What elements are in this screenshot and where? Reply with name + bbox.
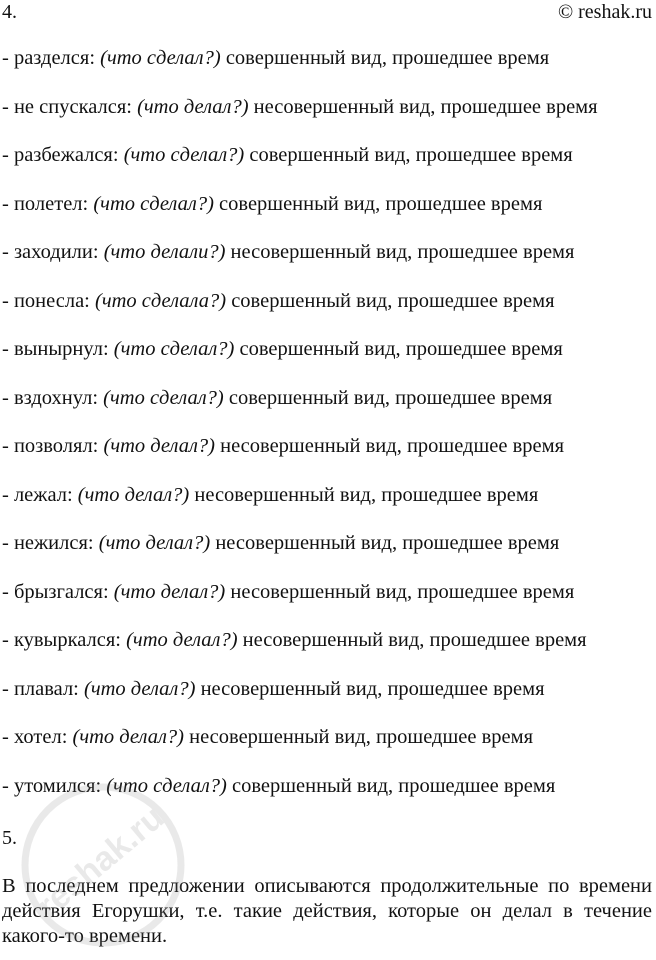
list-item-verb: кувыркался: [13,629,121,651]
list-item-verb: полетел: [13,192,89,215]
list-item-dash: - [2,629,14,651]
list-item [2,287,654,336]
list-item [2,481,654,530]
list-item-dash: - [2,435,14,457]
list-item-verb: лежал: [13,483,73,506]
list-item [2,141,654,190]
list-item-verb: нежился: [13,532,94,554]
list-item-description: несовершенный вид, прошедшее время [242,629,587,651]
list-item [2,384,654,433]
list-item-description: совершенный вид, прошедшее время [219,192,543,215]
list-item-description: несовершенный вид, прошедшее время [189,726,534,748]
list-item-description: совершенный вид, прошедшее время [249,144,573,166]
list-item-question: (что сделала?) [95,289,227,312]
list-item-description: совершенный вид, прошедшее время [231,774,556,797]
list-item-dash: - [2,241,14,263]
list-item-question: (что делал?) [98,532,211,554]
list-item [2,626,654,675]
section-number-4: 4. [2,1,17,23]
list-item-verb: не спускался: [13,95,132,118]
list-item-description: совершенный вид, прошедшее время [239,338,563,360]
list-item-dash: - [2,580,14,603]
list-item-verb: плавал: [13,677,79,700]
list-item-verb: хотел: [13,726,68,748]
list-item [2,432,654,481]
list-item-question: (что делал?) [137,95,249,118]
list-item-description: несовершенный вид, прошедшее время [230,241,575,263]
list-item [2,578,654,627]
list-item-verb: вынырнул: [13,338,109,360]
list-item-dash: - [2,95,14,118]
list-item-description: совершенный вид, прошедшее время [228,386,553,409]
copyright-label: © reshak.ru [557,1,652,23]
list-item [2,675,654,724]
list-item-verb: понесла: [13,289,90,312]
list-item [2,93,654,142]
list-item-dash: - [2,726,14,748]
list-item-question: (что делал?) [103,435,215,457]
section-5-paragraph: В последнем предложении описываются продолжительные по времени действия Егорушки, т.е. такие действия, которые он делал в течение какого-то времени. [2,875,652,947]
list-item-description: несовершенный вид, прошедшее время [253,95,598,118]
list-item-dash: - [2,532,14,554]
list-item-dash: - [2,144,14,166]
list-item [2,238,654,287]
list-item-question: (что сделал?) [100,47,221,69]
list-item-question: (что сделал?) [103,386,224,409]
list-item [2,723,654,772]
list-item-question: (что делал?) [72,726,184,748]
verb-list [2,44,654,820]
watermark-text: reshak.ru [29,798,172,926]
list-item-verb: утомился: [13,774,102,797]
list-item-description: несовершенный вид, прошедшее время [215,532,560,554]
list-item-dash: - [2,483,14,506]
list-item-question: (что сделал?) [123,144,245,166]
list-item [2,190,654,239]
list-item-dash: - [2,47,14,69]
list-item-dash: - [2,677,14,700]
list-item-question: (что сделал?) [106,774,227,797]
list-item [2,44,654,93]
list-item-dash: - [2,192,14,215]
list-item [2,529,654,578]
section-number-5: 5. [2,827,17,849]
list-item-verb: позволял: [13,435,99,457]
list-item-verb: брызгался: [13,580,109,603]
list-item-dash: - [2,386,14,409]
list-item [2,772,654,821]
list-item-verb: вздохнул: [13,386,99,409]
list-item-question: (что делал?) [113,580,226,603]
list-item [2,335,654,384]
list-item-question: (что делал?) [126,629,238,651]
list-item-question: (что делал?) [84,677,196,700]
list-item-description: несовершенный вид, прошедшее время [230,580,575,603]
list-item-question: (что сделал?) [113,338,235,360]
list-item-description: несовершенный вид, прошедшее время [200,677,545,700]
list-item-verb: разбежался: [13,144,119,166]
list-item-description: совершенный вид, прошедшее время [225,47,550,69]
list-item-verb: заходили: [13,241,99,263]
list-item-question: (что сделал?) [93,192,214,215]
list-item-description: совершенный вид, прошедшее время [231,289,555,312]
list-item-question: (что делали?) [103,241,226,263]
list-item-verb: разделся: [13,47,96,69]
list-item-dash: - [2,774,14,797]
list-item-dash: - [2,338,14,360]
list-item-question: (что делал?) [77,483,190,506]
list-item-dash: - [2,289,14,312]
list-item-description: несовершенный вид, прошедшее время [220,435,565,457]
list-item-description: несовершенный вид, прошедшее время [194,483,539,506]
